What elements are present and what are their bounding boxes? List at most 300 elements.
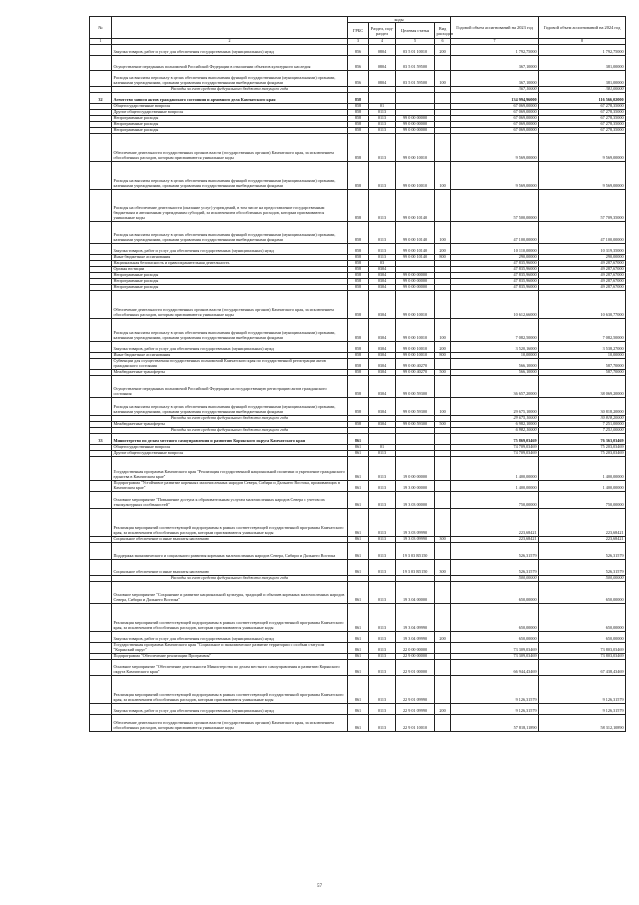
row-name: Непрограммные расходы [112,122,348,128]
row-csr [396,93,435,104]
row-grbs: 861 [348,704,369,715]
row-razdel [369,93,396,104]
table-row [90,481,626,492]
row-amount-2023: 526,31579 [451,560,539,576]
row-name: Социальное обеспечение и иные выплаты населению [112,537,348,543]
row-number [90,660,112,676]
row-grbs: 861 [348,537,369,543]
row-razdel: 0304 [369,376,396,398]
row-amount-2024: 67 278,35000 [539,116,626,122]
row-amount-2024: 58 312,10890 [539,715,626,732]
row-csr: 22 9 01 09990 [396,704,435,715]
column-index: 8 [539,39,626,45]
row-name: Поддержка экономического и социального развития коренных малочисленных народов Севера, Сибири и Дальнего Востока [112,543,348,560]
row-amount-2023: 67 069,00000 [451,110,539,116]
row-amount-2023: 650,00000 [451,604,539,632]
row-amount-2024: 1 400,00000 [539,457,626,481]
row-number [90,45,112,56]
row-name: Расходы за счет средств федерального бюджета текущего года [112,428,348,434]
row-vr [435,291,451,319]
row-grbs: 861 [348,654,369,660]
header-2023: Годовой объем ассигнований на 2023 год [451,17,539,39]
row-grbs: 858 [348,267,369,273]
table-row [90,56,626,71]
table-row [90,319,626,342]
row-amount-2024: 49 287,67000 [539,285,626,291]
budget-table [89,16,626,732]
row-csr: 22 9 01 00000 [396,660,435,676]
row-vr: 200 [435,244,451,255]
table-row [90,434,626,445]
row-name: Обеспечение деятельности государственных органов власти (государственных органов) Камчатского края, за исключением обособленных расходов, которым присваиваются уникальные коды [112,715,348,732]
row-amount-2023: 9 126,31579 [451,676,539,704]
table-row [90,71,626,87]
row-amount-2023: 650,00000 [451,632,539,643]
row-name: Расходы на выплаты персоналу в целях обеспечения выполнения функций государственными (муниципальными) органами, казенными учреждениями, органами управления государственными внебюджетными фондами [112,398,348,416]
row-csr: 03 5 01 10010 [396,45,435,56]
row-vr: 200 [435,342,451,353]
row-amount-2024: 67 278,35000 [539,128,626,134]
row-number: 32 [90,93,112,104]
row-amount-2024: 750,00000 [539,492,626,509]
table-row [90,560,626,576]
row-name: Реализация мероприятий соответствующей подпрограммы в рамках соответствующей государственной программы Камчатского края, за исключением обособленных расходов, которым присваиваются уникальные коды [112,509,348,537]
row-name: Государственная программа Камчатского края "Социальное и экономическое развитие территории с особым статусом "Корякский округ" [112,643,348,654]
row-amount-2024: 73 803,03469 [539,654,626,660]
table-row [90,134,626,162]
row-razdel: 0113 [369,560,396,576]
row-amount-2023: 29 675,10000 [451,398,539,416]
row-amount-2024: 9 126,31579 [539,704,626,715]
row-vr [435,359,451,370]
row-razdel: 0113 [369,162,396,190]
row-amount-2024: 49 287,67000 [539,279,626,285]
table-row [90,715,626,732]
row-vr [435,604,451,632]
row-csr: 22 9 01 09990 [396,676,435,704]
row-csr: 19 3 03 R5150 [396,543,435,560]
row-name: Обеспечение деятельности государственных органов власти (государственных органов) Камчатского края, за исключением обособленных расходов, которым присваиваются уникальные коды [112,291,348,319]
row-csr: 22 9 01 10010 [396,715,435,732]
row-razdel: 0113 [369,543,396,560]
row-number [90,398,112,416]
row-vr [435,134,451,162]
row-name: Иные бюджетные ассигнования [112,353,348,359]
row-amount-2024: 526,31579 [539,543,626,560]
row-csr: 19 3 03 R5150 [396,560,435,576]
row-amount-2024: 9 126,31579 [539,676,626,704]
row-amount-2023: 47 835,96000 [451,267,539,273]
row-vr [435,93,451,104]
row-razdel: 0804 [369,56,396,71]
row-razdel: 03 [369,261,396,267]
row-csr: 99 0 00 10010 [396,134,435,162]
row-grbs: 861 [348,582,369,604]
row-amount-2023: 367,10000 [451,71,539,87]
column-index: 6 [435,39,451,45]
row-name: Государственная программа Камчатского края "Реализация государственной национальной политики и укрепление гражданского единства в Камчатском крае" [112,457,348,481]
row-razdel: 0304 [369,398,396,416]
row-amount-2023: 6 982,10000 [451,422,539,428]
row-amount-2023: 367,10000 [451,87,539,93]
row-amount-2024: 650,00000 [539,632,626,643]
row-name: Межбюджетные трансферты [112,422,348,428]
row-vr [435,481,451,492]
row-name: Социальное обеспечение и иные выплаты населению [112,560,348,576]
row-name: Расходы на выплаты персоналу в целях обеспечения выполнения функций государственными (муниципальными) органами, казенными учреждениями, органами управления государственными внебюджетными фондами [112,319,348,342]
row-razdel: 0113 [369,481,396,492]
row-name: Расходы за счет средств федерального бюджета текущего года [112,576,348,582]
row-amount-2024: 1 400,00000 [539,481,626,492]
row-razdel: 0304 [369,370,396,376]
row-grbs: 858 [348,319,369,342]
row-name: Непрограммные расходы [112,285,348,291]
row-amount-2024: 587,70000 [539,359,626,370]
table-body [90,45,626,732]
row-number [90,244,112,255]
row-amount-2023: 566,10000 [451,359,539,370]
table-row [90,676,626,704]
row-razdel: 0113 [369,222,396,244]
row-razdel: 0113 [369,715,396,732]
table-row [90,190,626,222]
row-name: Закупка товаров, работ и услуг для обеспечения государственных (муниципальных) нужд [112,244,348,255]
row-razdel: 0304 [369,359,396,370]
row-number [90,376,112,398]
row-amount-2023: 500,00000 [451,576,539,582]
table-row [90,342,626,353]
row-amount-2024: 67 278,35000 [539,110,626,116]
table-row [90,543,626,560]
row-csr: 99 0 00 10140 [396,190,435,222]
row-amount-2023: 47 835,96000 [451,273,539,279]
row-amount-2023: 134 994,96000 [451,93,539,104]
row-razdel: 0304 [369,422,396,428]
row-razdel: 01 [369,445,396,451]
row-amount-2023: 67 069,00000 [451,122,539,128]
row-amount-2023: 67 069,00000 [451,104,539,110]
row-name: Другие общегосударственные вопросы [112,451,348,457]
row-amount-2024: 76 363,03469 [539,434,626,445]
row-number [90,582,112,604]
row-amount-2023: 367,10000 [451,56,539,71]
row-vr [435,643,451,654]
row-vr [435,543,451,560]
row-grbs: 858 [348,104,369,110]
row-name: Основное мероприятие "Повышение доступа к образовательным услугам малочисленных народов Севера с учетом их этнокультурных особенностей" [112,492,348,509]
row-number [90,342,112,353]
row-name: Иные бюджетные ассигнования [112,255,348,261]
row-vr: 800 [435,255,451,261]
row-name: Общегосударственные вопросы [112,445,348,451]
row-vr: 500 [435,370,451,376]
row-amount-2024: 67 278,35000 [539,104,626,110]
row-grbs: 861 [348,451,369,457]
row-name: Обеспечение деятельности государственных органов власти (государственных органов) Камчатского края, за исключением обособленных расходов, которым присваиваются уникальные коды [112,134,348,162]
row-grbs: 861 [348,492,369,509]
row-razdel: 0804 [369,45,396,56]
row-grbs: 858 [348,222,369,244]
column-index: 7 [451,39,539,45]
row-grbs: 861 [348,509,369,537]
row-csr: 99 0 00 40270 [396,359,435,370]
table-row [90,398,626,416]
row-csr: 22 0 00 00000 [396,643,435,654]
row-name: Осуществление переданных полномочий Российской Федерации на государственную регистрацию актов гражданского состояния [112,376,348,398]
row-amount-2023: 6 982,10000 [451,428,539,434]
row-name: Министерство по делам местного самоуправления и развитию Корякского округа Камчатского края [112,434,348,445]
row-amount-2024: 116 566,02000 [539,93,626,104]
table-row [90,45,626,56]
row-amount-2024: 3 538,27000 [539,342,626,353]
header-vr: Вид расходов [435,23,451,39]
row-amount-2024: 10 630,77000 [539,291,626,319]
row-vr: 200 [435,632,451,643]
row-grbs: 861 [348,434,369,445]
row-amount-2023: 7 082,50000 [451,319,539,342]
row-csr: 19 3 04 00000 [396,582,435,604]
row-number [90,134,112,162]
row-name: Реализация мероприятий соответствующей подпрограммы в рамках соответствующей государственной программы Камчатского края, за исключением обособленных расходов, которым присваиваются уникальные коды [112,676,348,704]
row-amount-2024: 381,00000 [539,71,626,87]
table-row [90,244,626,255]
row-razdel: 0304 [369,267,396,273]
row-amount-2024: 381,00000 [539,56,626,71]
row-csr: 19 3 03 00000 [396,492,435,509]
row-vr [435,56,451,71]
row-csr: 99 0 00 10140 [396,244,435,255]
row-vr: 800 [435,353,451,359]
row-number [90,162,112,190]
row-vr [435,492,451,509]
row-amount-2024: 49 287,67000 [539,261,626,267]
row-razdel: 0304 [369,319,396,342]
row-razdel: 0113 [369,457,396,481]
row-grbs: 858 [348,353,369,359]
row-amount-2023: 47 835,96000 [451,279,539,285]
row-amount-2023: 66 944,43469 [451,660,539,676]
row-amount-2023: 223,68421 [451,537,539,543]
row-grbs: 858 [348,261,369,267]
row-name: Национальная безопасность и правоохранительная деятельность [112,261,348,267]
row-vr: 200 [435,704,451,715]
row-amount-2023: 1 792,75000 [451,45,539,56]
row-number [90,560,112,576]
row-csr: 19 3 04 09990 [396,604,435,632]
row-name: Другие общегосударственные вопросы [112,110,348,116]
row-csr: 99 0 00 10140 [396,222,435,244]
row-name: Подпрограмма "Устойчивое развитие коренных малочисленных народов Севера, Сибири и Дальнего Востока, проживающих в Камчатском крае" [112,481,348,492]
row-vr [435,582,451,604]
row-csr: 19 3 00 00000 [396,481,435,492]
row-csr: 19 0 00 00000 [396,457,435,481]
row-csr [396,434,435,445]
row-amount-2024: 7 082,50000 [539,319,626,342]
row-razdel [369,434,396,445]
row-amount-2023: 47 835,96000 [451,261,539,267]
row-grbs: 861 [348,560,369,576]
row-grbs: 858 [348,285,369,291]
row-name: Непрограммные расходы [112,116,348,122]
row-razdel: 0113 [369,122,396,128]
row-amount-2024: 223,68421 [539,537,626,543]
row-grbs: 858 [348,122,369,128]
row-grbs: 861 [348,715,369,732]
row-csr: 99 0 00 00000 [396,273,435,279]
row-csr: 03 5 01 59500 [396,71,435,87]
row-amount-2024: 526,31579 [539,560,626,576]
row-grbs: 858 [348,398,369,416]
row-grbs: 858 [348,110,369,116]
row-name: Межбюджетные трансферты [112,370,348,376]
row-name: Непрограммные расходы [112,128,348,134]
row-razdel: 0304 [369,285,396,291]
row-amount-2023: 9 569,00000 [451,134,539,162]
row-csr: 99 0 00 40270 [396,370,435,376]
row-csr: 99 0 00 59300 [396,422,435,428]
row-grbs: 858 [348,134,369,162]
row-vr: 200 [435,45,451,56]
row-amount-2024: 587,70000 [539,370,626,376]
row-grbs: 858 [348,342,369,353]
row-razdel: 0113 [369,632,396,643]
row-razdel: 0113 [369,110,396,116]
row-csr: 19 3 03 09990 [396,509,435,537]
row-amount-2024: 75 203,03469 [539,451,626,457]
header-codes: коды [348,17,451,23]
row-amount-2023: 1 400,00000 [451,457,539,481]
row-csr: 99 0 00 00000 [396,122,435,128]
row-amount-2023: 650,00000 [451,582,539,604]
row-amount-2024: 650,00000 [539,604,626,632]
row-grbs: 858 [348,116,369,122]
row-razdel: 01 [369,104,396,110]
row-razdel: 0113 [369,128,396,134]
row-csr: 99 0 00 10010 [396,291,435,319]
column-index: 5 [396,39,435,45]
row-amount-2024: 7 251,00000 [539,428,626,434]
row-grbs: 858 [348,162,369,190]
row-amount-2023: 3 520,16000 [451,342,539,353]
row-amount-2023: 750,00000 [451,492,539,509]
row-razdel: 0304 [369,291,396,319]
column-index: 2 [112,39,348,45]
row-vr [435,676,451,704]
row-grbs: 861 [348,457,369,481]
row-razdel: 0304 [369,353,396,359]
row-amount-2024: 7 251,00000 [539,422,626,428]
row-grbs: 856 [348,71,369,87]
row-csr: 99 0 00 10140 [396,255,435,261]
row-grbs: 858 [348,291,369,319]
row-name: Общегосударственные вопросы [112,104,348,110]
row-razdel: 0113 [369,676,396,704]
row-amount-2023: 1 400,00000 [451,481,539,492]
row-name: Непрограммные расходы [112,273,348,279]
row-amount-2023: 57 500,00000 [451,190,539,222]
row-amount-2024: 73 803,03469 [539,643,626,654]
row-csr: 22 9 00 00000 [396,654,435,660]
row-amount-2023: 566,10000 [451,370,539,376]
row-grbs: 858 [348,279,369,285]
row-vr [435,660,451,676]
row-grbs: 858 [348,255,369,261]
row-razdel: 0113 [369,509,396,537]
row-number [90,676,112,704]
row-vr [435,190,451,222]
row-razdel: 0113 [369,451,396,457]
row-amount-2023: 73 309,03469 [451,643,539,654]
table-row [90,359,626,370]
row-amount-2024: 75 203,03469 [539,445,626,451]
row-amount-2023: 73 309,03469 [451,654,539,660]
row-razdel: 0804 [369,71,396,87]
row-number [90,457,112,481]
row-grbs: 858 [348,190,369,222]
row-vr [435,715,451,732]
row-razdel: 0113 [369,255,396,261]
row-grbs: 858 [348,273,369,279]
row-name: Расходы за счет средств федерального бюджета текущего года [112,416,348,422]
row-razdel: 0113 [369,604,396,632]
row-amount-2024: 1 792,75000 [539,45,626,56]
row-vr [435,434,451,445]
row-number [90,481,112,492]
row-number [90,704,112,715]
row-name: Закупка товаров, работ и услуг для обеспечения государственных (муниципальных) нужд [112,342,348,353]
row-number [90,543,112,560]
row-amount-2023: 9 569,00000 [451,162,539,190]
row-number [90,71,112,87]
row-vr: 100 [435,222,451,244]
row-vr: 300 [435,537,451,543]
row-amount-2023: 223,68421 [451,509,539,537]
table-row [90,162,626,190]
row-grbs: 858 [348,93,369,104]
row-number [90,222,112,244]
row-number [90,632,112,643]
row-grbs: 861 [348,445,369,451]
row-amount-2024: 67 278,35000 [539,122,626,128]
row-razdel: 0113 [369,582,396,604]
header-number: № [90,17,112,39]
row-amount-2023: 9 126,31579 [451,704,539,715]
row-number [90,319,112,342]
row-grbs: 861 [348,643,369,654]
row-grbs: 858 [348,422,369,428]
row-grbs: 861 [348,543,369,560]
row-csr: 99 0 00 59300 [396,398,435,416]
row-name: Осуществление переданных полномочий Российской Федерации в отношении объектов культурного наследия [112,56,348,71]
table-row [90,643,626,654]
header-2024: Годовой объем ассигнований на 2024 год [539,17,626,39]
row-amount-2024: 57 709,35000 [539,190,626,222]
table-row [90,632,626,643]
row-csr: 99 0 00 10010 [396,319,435,342]
row-grbs: 858 [348,370,369,376]
row-vr: 100 [435,71,451,87]
row-razdel: 0113 [369,134,396,162]
row-grbs: 858 [348,376,369,398]
column-index: 4 [369,39,396,45]
row-name: Расходы на выплаты персоналу в целях обеспечения выполнения функций государственными (муниципальными) органами, казенными учреждениями, органами управления государственными внебюджетными фондами [112,71,348,87]
row-amount-2024: 223,68421 [539,509,626,537]
table-header [90,17,626,45]
row-vr [435,457,451,481]
row-csr: 99 0 00 00000 [396,279,435,285]
row-amount-2023: 29 675,10000 [451,416,539,422]
row-razdel: 0304 [369,279,396,285]
